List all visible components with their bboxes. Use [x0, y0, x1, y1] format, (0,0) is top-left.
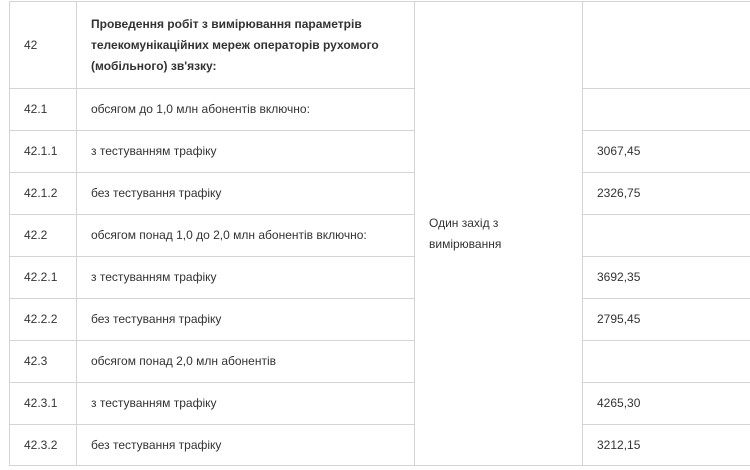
row-number: 42.1 [10, 89, 77, 131]
table-row [10, 173, 750, 215]
row-number: 42.1.1 [10, 131, 77, 173]
row-number: 42.3 [10, 341, 77, 383]
tariff-table [9, 1, 750, 466]
row-number: 42 [10, 2, 77, 89]
table-row [10, 257, 750, 299]
row-number: 42.2 [10, 215, 77, 257]
row-price: 2326,75 [583, 173, 750, 215]
table-row [10, 215, 750, 257]
row-description: з тестуванням трафіку [77, 131, 415, 173]
row-number: 42.3.1 [10, 383, 77, 425]
table-row [10, 131, 750, 173]
row-number: 42.3.2 [10, 425, 77, 466]
row-number: 42.2.2 [10, 299, 77, 341]
row-description: без тестування трафіку [77, 173, 415, 215]
table-row [10, 89, 750, 131]
row-price [583, 215, 750, 257]
unit-of-measure: Один захід з вимірювання [415, 2, 583, 466]
row-description: Проведення робіт з вимірювання параметрів телекомунікаційних мереж операторів рухомого (мобільного) зв'язку: [77, 2, 415, 89]
table-row [10, 425, 750, 466]
table-row [10, 383, 750, 425]
row-description: обсягом до 1,0 млн абонентів включно: [77, 89, 415, 131]
row-description: без тестування трафіку [77, 425, 415, 466]
table-row [10, 2, 750, 89]
row-description: без тестування трафіку [77, 299, 415, 341]
row-price: 3212,15 [583, 425, 750, 466]
row-price [583, 2, 750, 89]
row-number: 42.1.2 [10, 173, 77, 215]
row-number: 42.2.1 [10, 257, 77, 299]
table-row [10, 299, 750, 341]
row-description: з тестуванням трафіку [77, 383, 415, 425]
row-price [583, 89, 750, 131]
row-description: з тестуванням трафіку [77, 257, 415, 299]
row-description: обсягом понад 1,0 до 2,0 млн абонентів включно: [77, 215, 415, 257]
row-price [583, 341, 750, 383]
row-description: обсягом понад 2,0 млн абонентів [77, 341, 415, 383]
row-price: 4265,30 [583, 383, 750, 425]
row-price: 3067,45 [583, 131, 750, 173]
row-price: 2795,45 [583, 299, 750, 341]
table-row [10, 341, 750, 383]
row-price: 3692,35 [583, 257, 750, 299]
